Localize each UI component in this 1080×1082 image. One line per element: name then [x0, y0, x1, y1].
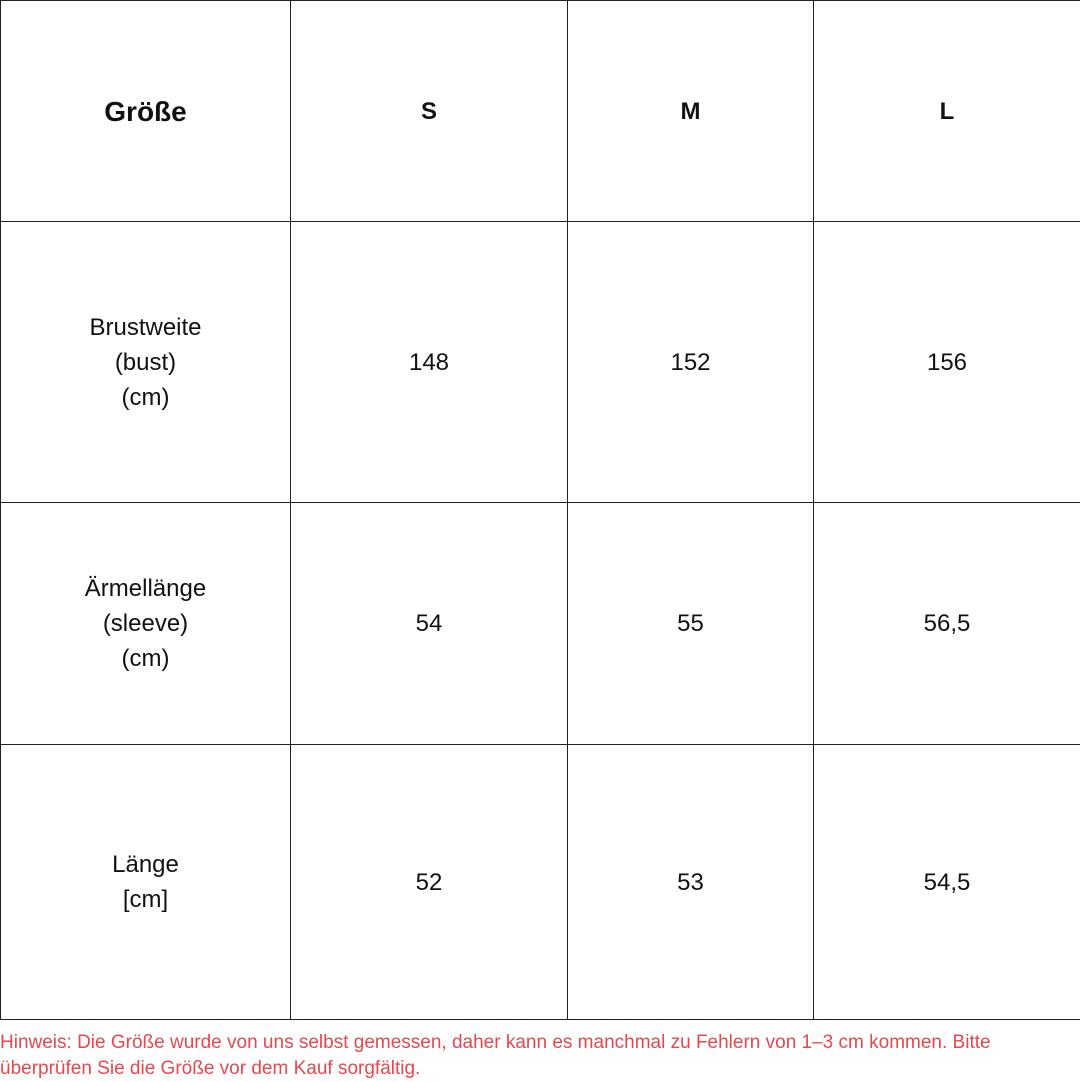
table-cell: 53: [568, 745, 814, 1020]
table-cell: 156: [814, 222, 1080, 503]
row-label-line: (cm): [1, 641, 290, 676]
header-size-m: M: [568, 1, 814, 222]
table-cell: 54,5: [814, 745, 1080, 1020]
row-label-sleeve: [1, 503, 291, 745]
table-row-bust: [1, 222, 1080, 503]
table-row-sleeve: [1, 503, 1080, 745]
table-cell: 148: [291, 222, 568, 503]
table-cell: 55: [568, 503, 814, 745]
row-label-line: Brustweite: [1, 310, 290, 345]
table-cell: 152: [568, 222, 814, 503]
table-row-length: [1, 745, 1080, 1020]
table-cell: 54: [291, 503, 568, 745]
table-cell: 52: [291, 745, 568, 1020]
row-label-line: Länge: [1, 847, 290, 882]
row-label-bust: [1, 222, 291, 503]
row-label-length: [1, 745, 291, 1020]
header-size-s: S: [291, 1, 568, 222]
row-label-line: (sleeve): [1, 606, 290, 641]
header-size-label: Größe: [1, 1, 291, 222]
row-label-line: Ärmellänge: [1, 571, 290, 606]
row-label-line: (cm): [1, 380, 290, 415]
row-label-line: [cm]: [1, 882, 290, 917]
row-label-line: (bust): [1, 345, 290, 380]
header-size-l: L: [814, 1, 1080, 222]
table-header-row: [1, 1, 1080, 222]
table-cell: 56,5: [814, 503, 1080, 745]
measurement-note: Hinweis: Die Größe wurde von uns selbst gemessen, daher kann es manchmal zu Fehlern von 1–3 cm kommen. Bitte überprüfen Sie die Größe vor dem Kauf sorgfältig.: [0, 1030, 1080, 1082]
